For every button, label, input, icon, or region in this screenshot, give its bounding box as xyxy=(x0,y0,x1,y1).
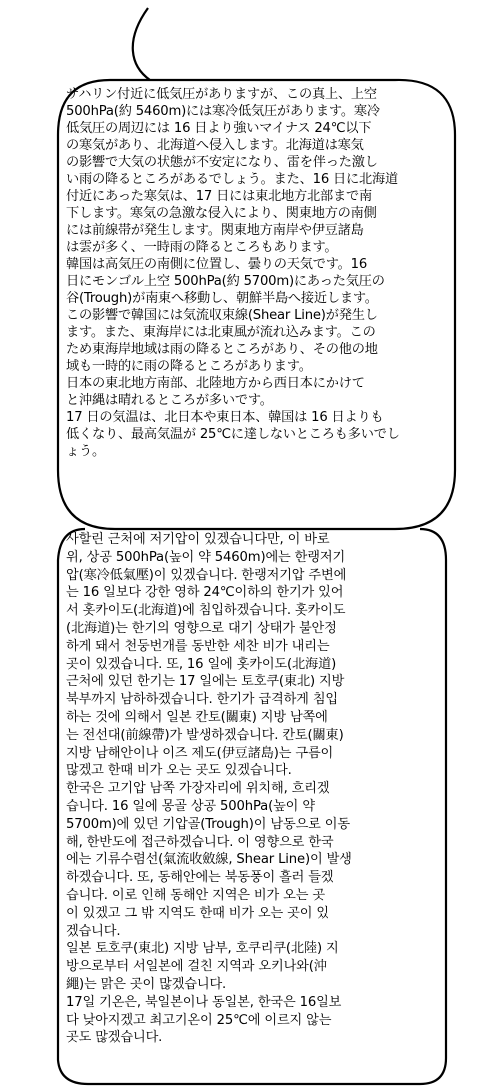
korean-paragraph-1: 사할린 근처에 저기압이 있겠습니다만, 이 바로 위, 상공 500hPa(높이 약 5460m)에는 한랭저기 압(寒冷低氣壓)이 있겠습니다. 한랭저기압 주변에 는 16 일보다 강한 영하 24℃이하의 한기가 있어 서 홋카이도(北海道)에 침입하겠습니다. 홋카이도 (北海道)는 한기의 영향으로 대기 상태가 불안정 하게 돼서 천둥번개를 동반한 세찬 비가 내리는 곳이 있겠습니다. 또, 16 일에 홋카이도(北海道) 근처에 있던 한기는 17 일에는 토호쿠(東北) 지방 북부까지 남하하겠습니다. 한기가 급격하게 침입 하는 것에 의해서 일본 칸토(關東) 지방 남쪽에 는 전선대(前線帶)가 발생하겠습니다. 칸토(關東) 지방 남해안이나 이즈 제도(伊豆諸島)는 구름이 많겠고 한때 비가 오는 곳도 있겠습니다. xyxy=(66,532,347,779)
korean-paragraph-3: 일본 토호쿠(東北) 지방 남부, 호쿠리쿠(北陸) 지 방으로부터 서일본에 걸친 지역과 오키나와(沖 繩)는 맑은 곳이 많겠습니다. xyxy=(66,941,339,992)
korean-paragraph-4: 17일 기온은, 북일본이나 동일본, 한국은 16일보 다 낮아지겠고 최고기온이 25℃에 이르지 않는 곳도 많겠습니다. xyxy=(66,994,342,1046)
japanese-paragraph-4: 17 日の気温は、北日本や東日本、韓国は 16 日よりも 低くなり、最高気温が 25℃に達しないところも多いでし ょう。 xyxy=(66,410,400,459)
japanese-paragraph-3: 日本の東北地方南部、北陸地方から西日本にかけて と沖縄は晴れるところが多いです。 xyxy=(66,376,365,408)
korean-paragraph-2: 한국은 고기압 남쪽 가장자리에 위치해, 흐리겠 습니다. 16 일에 몽골 상공 500hPa(높이 약 5700m)에 있던 기압골(Trough)이 남동으로 이동 해, 한반도에 접근하겠습니다. 이 영향으로 한국 에는 기류수렴선(氣流收斂線, Shear Line)이 발생 하겠습니다. 또, 동해안에는 북동풍이 흘러 들겠 습니다. 이로 인해 동해안 지역은 비가 오는 곳 이 있겠고 그 밖 지역도 한때 비가 오는 곳이 있 겠습니다. xyxy=(66,781,352,939)
japanese-paragraph-2: 韓国は高気圧の南側に位置し、曇りの天気です。16 日にモンゴル上空 500hPa(約 5700m)にあった気圧の 谷(Trough)が南東へ移動し、朝鮮半島へ接近します。 この影響で韓国には気流収束線(Shear Line)が発生し ます。また、東海岸には北東風が流れ込みます。この ため東海岸地域は雨の降るところがあり、その他の地 域も一時的に雨の降るところがあります。 xyxy=(66,257,385,374)
japanese-forecast-text xyxy=(66,86,440,526)
korean-forecast-text xyxy=(66,531,440,1076)
japanese-paragraph-1: サハリン付近に低気圧がありますが、この真上、上空 500hPa(約 5460m)には寒冷低気圧があります。寒冷 低気圧の周辺には 16 日より強いマイナス 24℃以下 の寒気があり、北海道へ侵入します。北海道は寒気 の影響で大気の状態が不安定になり、雷を伴った激し い雨の降るところがあるでしょう。また、16 日に北海道 付近にあった寒気は、17 日には東北地方北部まで南 下します。寒気の急激な侵入により、関東地方の南側 には前線帯が発生します。関東地方南岸や伊豆諸島 は雲が多く、一時雨の降るところもあります。 xyxy=(66,87,398,255)
